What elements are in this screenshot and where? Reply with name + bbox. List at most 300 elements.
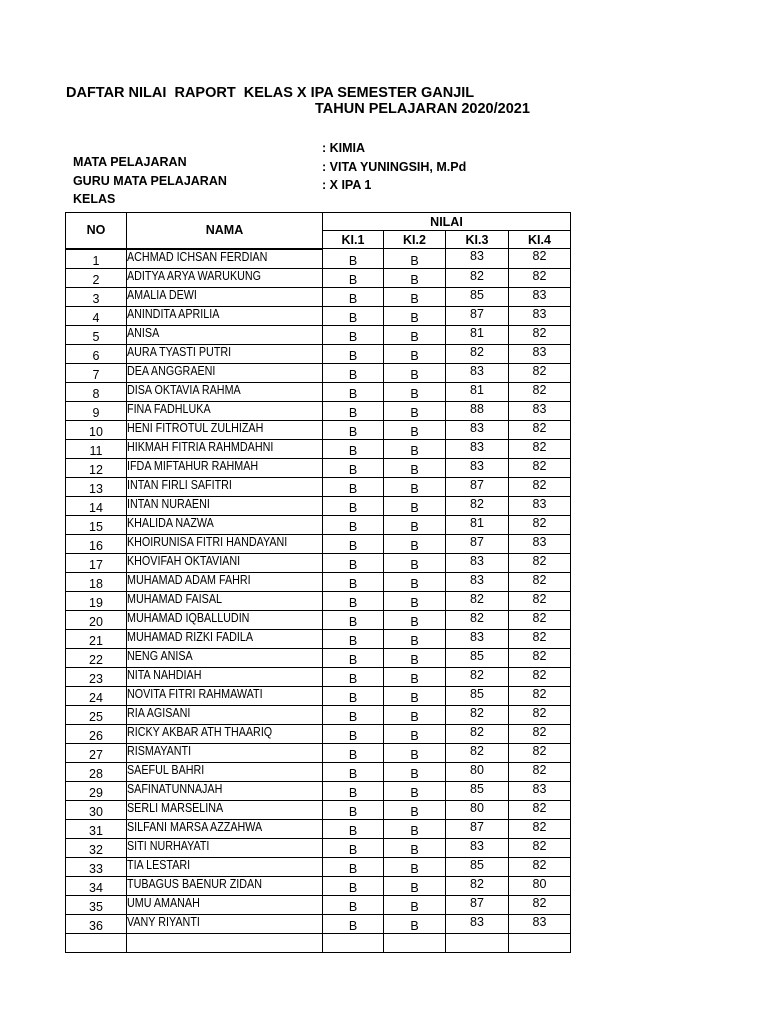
cell-ki4: 83	[509, 287, 571, 306]
cell-nama	[127, 287, 323, 306]
cell-ki4: 83	[509, 306, 571, 325]
cell-nama	[127, 534, 323, 553]
cell-ki1: B	[323, 591, 384, 610]
cell-nama	[127, 344, 323, 363]
cell-ki2: B	[384, 249, 446, 269]
table-row	[66, 325, 571, 344]
cell-ki4: 82	[509, 325, 571, 344]
page-title-line2: TAHUN PELAJARAN 2020/2021	[315, 101, 530, 117]
cell-no: 22	[66, 648, 127, 667]
cell-ki4: 82	[509, 857, 571, 876]
table-row	[66, 534, 571, 553]
cell-ki2: B	[384, 553, 446, 572]
table-row	[66, 382, 571, 401]
cell-ki4: 82	[509, 268, 571, 287]
cell-no: 10	[66, 420, 127, 439]
cell-no: 33	[66, 857, 127, 876]
cell-ki3: 81	[446, 325, 509, 344]
cell-ki1: B	[323, 762, 384, 781]
cell-ki1: B	[323, 344, 384, 363]
student-name: NOVITA FITRI RAHMAWATI	[127, 686, 263, 701]
cell-ki3: 83	[446, 439, 509, 458]
student-name: KHOIRUNISA FITRI HANDAYANI	[127, 534, 288, 549]
table-row	[66, 572, 571, 591]
cell-ki1: B	[323, 420, 384, 439]
cell-ki1: B	[323, 553, 384, 572]
cell-ki2: B	[384, 762, 446, 781]
cell-ki3: 85	[446, 781, 509, 800]
cell-ki3: 85	[446, 857, 509, 876]
table-row	[66, 800, 571, 819]
cell-nama	[127, 591, 323, 610]
cell-no: 17	[66, 553, 127, 572]
cell-ki4: 82	[509, 743, 571, 762]
cell-no: 11	[66, 439, 127, 458]
header-nama: NAMA	[127, 213, 323, 249]
student-name: FINA FADHLUKA	[127, 401, 211, 416]
cell-ki3: 82	[446, 724, 509, 743]
cell-ki2: B	[384, 477, 446, 496]
cell-ki4: 82	[509, 762, 571, 781]
table-row	[66, 477, 571, 496]
cell-ki4: 83	[509, 781, 571, 800]
cell-ki1	[323, 933, 384, 952]
cell-ki4: 83	[509, 496, 571, 515]
cell-ki3: 80	[446, 762, 509, 781]
cell-ki3: 81	[446, 515, 509, 534]
cell-ki2: B	[384, 876, 446, 895]
cell-ki3: 81	[446, 382, 509, 401]
cell-ki4: 82	[509, 800, 571, 819]
cell-ki3: 82	[446, 268, 509, 287]
cell-nama	[127, 610, 323, 629]
cell-ki1: B	[323, 781, 384, 800]
cell-no: 27	[66, 743, 127, 762]
grades-table-body	[66, 249, 571, 953]
info-label: MATA PELAJARAN	[72, 155, 187, 169]
cell-nama	[127, 496, 323, 515]
header-nilai: NILAI	[323, 213, 571, 231]
header-ki4: KI.4	[509, 231, 571, 249]
cell-ki1: B	[323, 325, 384, 344]
cell-no: 13	[66, 477, 127, 496]
cell-nama	[127, 686, 323, 705]
table-row	[66, 914, 571, 933]
cell-nama	[127, 876, 323, 895]
cell-nama	[127, 553, 323, 572]
cell-ki3: 83	[446, 572, 509, 591]
cell-ki2: B	[384, 895, 446, 914]
cell-nama	[127, 458, 323, 477]
table-row	[66, 762, 571, 781]
table-row	[66, 781, 571, 800]
table-row	[66, 496, 571, 515]
cell-ki3: 82	[446, 496, 509, 515]
cell-no: 7	[66, 363, 127, 382]
cell-ki3: 83	[446, 249, 509, 269]
cell-ki2: B	[384, 800, 446, 819]
cell-no: 6	[66, 344, 127, 363]
cell-ki2: B	[384, 629, 446, 648]
student-name: HENI FITROTUL ZULHIZAH	[127, 420, 264, 435]
cell-ki1: B	[323, 724, 384, 743]
cell-ki4: 82	[509, 363, 571, 382]
cell-ki1: B	[323, 743, 384, 762]
cell-nama	[127, 648, 323, 667]
table-row	[66, 401, 571, 420]
cell-ki3: 87	[446, 306, 509, 325]
cell-nama	[127, 268, 323, 287]
cell-ki2: B	[384, 515, 446, 534]
cell-ki2: B	[384, 325, 446, 344]
cell-ki4: 83	[509, 534, 571, 553]
cell-nama	[127, 838, 323, 857]
student-name: TUBAGUS BAENUR ZIDAN	[127, 876, 262, 891]
cell-no: 1	[66, 249, 127, 269]
student-name: MUHAMAD ADAM FAHRI	[127, 572, 251, 587]
cell-ki2: B	[384, 838, 446, 857]
cell-nama	[127, 572, 323, 591]
table-row	[66, 515, 571, 534]
cell-ki3: 82	[446, 344, 509, 363]
cell-ki2: B	[384, 268, 446, 287]
student-name: NENG ANISA	[127, 648, 193, 663]
table-row	[66, 363, 571, 382]
table-row	[66, 553, 571, 572]
cell-ki3: 85	[446, 648, 509, 667]
student-name: DEA ANGGRAENI	[127, 363, 216, 378]
table-row	[66, 344, 571, 363]
cell-ki4: 82	[509, 724, 571, 743]
cell-no: 32	[66, 838, 127, 857]
cell-ki1: B	[323, 439, 384, 458]
cell-ki1: B	[323, 914, 384, 933]
cell-ki1: B	[323, 819, 384, 838]
cell-ki2: B	[384, 458, 446, 477]
cell-ki2: B	[384, 287, 446, 306]
cell-ki3: 87	[446, 534, 509, 553]
cell-ki1: B	[323, 838, 384, 857]
cell-ki3: 83	[446, 553, 509, 572]
cell-nama	[127, 743, 323, 762]
cell-ki3: 82	[446, 591, 509, 610]
cell-no: 31	[66, 819, 127, 838]
cell-ki4	[509, 933, 571, 952]
cell-ki4: 82	[509, 686, 571, 705]
cell-nama	[127, 382, 323, 401]
cell-ki2: B	[384, 496, 446, 515]
cell-ki4: 83	[509, 401, 571, 420]
table-row	[66, 420, 571, 439]
student-name: MUHAMAD FAISAL	[127, 591, 222, 606]
cell-nama	[127, 249, 323, 269]
cell-no: 15	[66, 515, 127, 534]
student-name: TIA LESTARI	[127, 857, 191, 872]
cell-ki1: B	[323, 496, 384, 515]
cell-no: 34	[66, 876, 127, 895]
student-name: RICKY AKBAR ATH THAARIQ	[127, 724, 273, 739]
cell-ki4: 82	[509, 610, 571, 629]
cell-no: 29	[66, 781, 127, 800]
table-row	[66, 610, 571, 629]
cell-nama	[127, 306, 323, 325]
cell-ki1: B	[323, 629, 384, 648]
cell-no: 25	[66, 705, 127, 724]
cell-no	[66, 933, 127, 952]
table-row	[66, 287, 571, 306]
table-row	[66, 268, 571, 287]
info-value: : VITA YUNINGSIH, M.Pd	[322, 160, 467, 174]
cell-ki2: B	[384, 819, 446, 838]
table-row	[66, 724, 571, 743]
cell-ki2: B	[384, 420, 446, 439]
cell-no: 5	[66, 325, 127, 344]
cell-ki4: 82	[509, 382, 571, 401]
cell-no: 35	[66, 895, 127, 914]
cell-ki3: 83	[446, 458, 509, 477]
cell-no: 30	[66, 800, 127, 819]
student-name: SAEFUL BAHRI	[127, 762, 205, 777]
cell-ki1: B	[323, 876, 384, 895]
table-row	[66, 648, 571, 667]
cell-ki4: 82	[509, 439, 571, 458]
table-row	[66, 306, 571, 325]
cell-ki1: B	[323, 534, 384, 553]
cell-ki1: B	[323, 705, 384, 724]
cell-ki2: B	[384, 344, 446, 363]
cell-ki4: 82	[509, 819, 571, 838]
table-row	[66, 686, 571, 705]
table-row	[66, 743, 571, 762]
cell-nama	[127, 439, 323, 458]
cell-ki4: 82	[509, 629, 571, 648]
table-row	[66, 629, 571, 648]
table-row	[66, 838, 571, 857]
student-name: AURA TYASTI PUTRI	[127, 344, 232, 359]
cell-nama	[127, 705, 323, 724]
grades-table	[65, 212, 571, 953]
cell-nama	[127, 515, 323, 534]
cell-ki4: 83	[509, 344, 571, 363]
cell-no: 24	[66, 686, 127, 705]
cell-ki1: B	[323, 572, 384, 591]
cell-ki3: 83	[446, 420, 509, 439]
student-name: MUHAMAD IQBALLUDIN	[127, 610, 250, 625]
cell-nama	[127, 667, 323, 686]
cell-ki4: 82	[509, 477, 571, 496]
info-value: : KIMIA	[322, 141, 366, 155]
student-name: RIA AGISANI	[127, 705, 191, 720]
cell-ki2: B	[384, 743, 446, 762]
cell-ki3: 82	[446, 743, 509, 762]
cell-nama	[127, 363, 323, 382]
cell-nama	[127, 857, 323, 876]
header-ki3: KI.3	[446, 231, 509, 249]
student-name: UMU AMANAH	[127, 895, 200, 910]
cell-ki4: 82	[509, 895, 571, 914]
cell-ki1: B	[323, 515, 384, 534]
cell-ki2: B	[384, 591, 446, 610]
cell-ki1: B	[323, 800, 384, 819]
cell-ki1: B	[323, 382, 384, 401]
cell-ki3: 82	[446, 705, 509, 724]
cell-nama	[127, 420, 323, 439]
cell-nama	[127, 933, 323, 952]
table-row	[66, 591, 571, 610]
cell-ki1: B	[323, 363, 384, 382]
cell-nama	[127, 477, 323, 496]
table-row	[66, 458, 571, 477]
cell-ki2: B	[384, 667, 446, 686]
cell-ki2: B	[384, 705, 446, 724]
student-name: ACHMAD ICHSAN FERDIAN	[127, 249, 268, 264]
cell-ki2: B	[384, 363, 446, 382]
cell-no: 20	[66, 610, 127, 629]
cell-ki4: 82	[509, 705, 571, 724]
cell-ki4: 82	[509, 648, 571, 667]
cell-no: 18	[66, 572, 127, 591]
cell-no: 26	[66, 724, 127, 743]
table-row	[66, 876, 571, 895]
cell-ki1: B	[323, 610, 384, 629]
cell-ki4: 82	[509, 249, 571, 269]
page-title-line1: DAFTAR NILAI RAPORT KELAS X IPA SEMESTER GANJIL	[66, 85, 475, 101]
student-name: DISA OKTAVIA RAHMA	[127, 382, 241, 397]
cell-no: 36	[66, 914, 127, 933]
student-name: KHALIDA NAZWA	[127, 515, 214, 530]
cell-ki3: 87	[446, 477, 509, 496]
info-value: : X IPA 1	[322, 178, 372, 192]
cell-ki3: 82	[446, 610, 509, 629]
table-row	[66, 249, 571, 269]
cell-ki2: B	[384, 534, 446, 553]
header-ki1: KI.1	[323, 231, 384, 249]
cell-ki1: B	[323, 857, 384, 876]
cell-nama	[127, 724, 323, 743]
cell-ki3: 83	[446, 838, 509, 857]
table-row	[66, 705, 571, 724]
cell-no: 9	[66, 401, 127, 420]
header-no: NO	[66, 213, 127, 249]
student-name: AMALIA DEWI	[127, 287, 197, 302]
cell-no: 12	[66, 458, 127, 477]
cell-ki1: B	[323, 401, 384, 420]
info-label: GURU MATA PELAJARAN	[72, 174, 227, 188]
cell-ki3: 87	[446, 819, 509, 838]
table-row	[66, 439, 571, 458]
student-name: MUHAMAD RIZKI FADILA	[127, 629, 254, 644]
cell-nama	[127, 781, 323, 800]
student-name: IFDA MIFTAHUR RAHMAH	[127, 458, 259, 473]
cell-ki3: 88	[446, 401, 509, 420]
cell-ki3: 80	[446, 800, 509, 819]
cell-ki1: B	[323, 686, 384, 705]
cell-ki4: 82	[509, 591, 571, 610]
student-name: ANISA	[127, 325, 160, 340]
cell-ki4: 82	[509, 553, 571, 572]
cell-nama	[127, 895, 323, 914]
cell-ki2: B	[384, 857, 446, 876]
student-name: INTAN FIRLI SAFITRI	[127, 477, 232, 492]
cell-nama	[127, 819, 323, 838]
cell-nama	[127, 800, 323, 819]
cell-ki3: 82	[446, 667, 509, 686]
student-name: NITA NAHDIAH	[127, 667, 202, 682]
student-name: SILFANI MARSA AZZAHWA	[127, 819, 263, 834]
table-row	[66, 819, 571, 838]
cell-nama	[127, 914, 323, 933]
cell-no: 4	[66, 306, 127, 325]
cell-ki4: 82	[509, 838, 571, 857]
cell-no: 28	[66, 762, 127, 781]
cell-ki3	[446, 933, 509, 952]
cell-ki3: 85	[446, 686, 509, 705]
cell-ki3: 85	[446, 287, 509, 306]
cell-ki2: B	[384, 781, 446, 800]
cell-no: 8	[66, 382, 127, 401]
cell-ki4: 82	[509, 458, 571, 477]
cell-ki1: B	[323, 268, 384, 287]
cell-ki2: B	[384, 686, 446, 705]
cell-no: 2	[66, 268, 127, 287]
cell-ki1: B	[323, 477, 384, 496]
cell-ki4: 83	[509, 914, 571, 933]
cell-ki1: B	[323, 306, 384, 325]
table-row	[66, 933, 571, 952]
cell-ki3: 83	[446, 914, 509, 933]
cell-ki1: B	[323, 249, 384, 269]
cell-ki2: B	[384, 648, 446, 667]
cell-nama	[127, 629, 323, 648]
cell-ki4: 82	[509, 515, 571, 534]
cell-ki2: B	[384, 914, 446, 933]
student-name: SAFINATUNNAJAH	[127, 781, 223, 796]
cell-nama	[127, 762, 323, 781]
cell-nama	[127, 325, 323, 344]
cell-ki4: 82	[509, 572, 571, 591]
cell-no: 23	[66, 667, 127, 686]
student-name: KHOVIFAH OKTAVIANI	[127, 553, 241, 568]
cell-no: 19	[66, 591, 127, 610]
cell-no: 3	[66, 287, 127, 306]
cell-nama	[127, 401, 323, 420]
cell-ki3: 82	[446, 876, 509, 895]
cell-ki3: 83	[446, 629, 509, 648]
student-name: SITI NURHAYATI	[127, 838, 210, 853]
cell-ki2: B	[384, 306, 446, 325]
cell-ki2: B	[384, 724, 446, 743]
cell-ki1: B	[323, 667, 384, 686]
cell-no: 21	[66, 629, 127, 648]
cell-ki2: B	[384, 401, 446, 420]
cell-no: 16	[66, 534, 127, 553]
student-name: RISMAYANTI	[127, 743, 192, 758]
student-name: INTAN NURAENI	[127, 496, 210, 511]
table-row	[66, 857, 571, 876]
student-name: ADITYA ARYA WARUKUNG	[127, 268, 262, 283]
header-ki2: KI.2	[384, 231, 446, 249]
cell-ki2	[384, 933, 446, 952]
cell-ki3: 83	[446, 363, 509, 382]
student-name: ANINDITA APRILIA	[127, 306, 220, 321]
cell-ki1: B	[323, 458, 384, 477]
cell-ki1: B	[323, 895, 384, 914]
cell-no: 14	[66, 496, 127, 515]
cell-ki2: B	[384, 439, 446, 458]
cell-ki2: B	[384, 610, 446, 629]
cell-ki1: B	[323, 287, 384, 306]
cell-ki4: 80	[509, 876, 571, 895]
